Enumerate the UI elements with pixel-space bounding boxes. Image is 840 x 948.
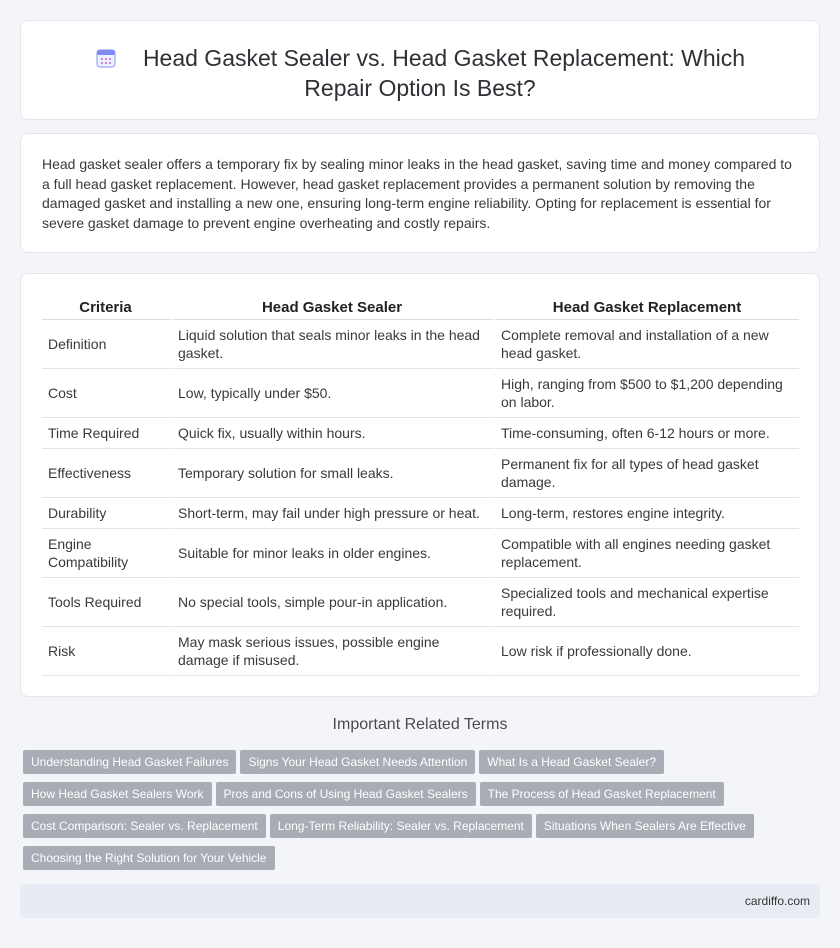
table-row [42, 627, 799, 676]
comparison-card [20, 273, 820, 697]
related-term-tag[interactable]: Choosing the Right Solution for Your Vehicle [23, 846, 275, 870]
sealer-cell: Temporary solution for small leaks. [172, 449, 495, 498]
sealer-cell: Liquid solution that seals minor leaks in the head gasket. [172, 320, 495, 369]
summary-card [20, 133, 820, 253]
table-row [42, 449, 799, 498]
criteria-cell: Engine Compatibility [42, 529, 172, 578]
table-row [42, 498, 799, 529]
header-replacement: Head Gasket Replacement [495, 296, 799, 320]
sealer-cell: Quick fix, usually within hours. [172, 418, 495, 449]
sealer-cell: No special tools, simple pour-in application. [172, 578, 495, 627]
header-sealer: Head Gasket Sealer [172, 296, 495, 320]
title-card [20, 20, 820, 120]
replacement-cell: Permanent fix for all types of head gasket damage. [495, 449, 799, 498]
criteria-cell: Cost [42, 369, 172, 418]
replacement-cell: Time-consuming, often 6-12 hours or more. [495, 418, 799, 449]
related-term-tag[interactable]: How Head Gasket Sealers Work [23, 782, 212, 806]
replacement-cell: Complete removal and installation of a new head gasket. [495, 320, 799, 369]
related-term-tag[interactable]: Signs Your Head Gasket Needs Attention [240, 750, 475, 774]
page-title-text: Head Gasket Sealer vs. Head Gasket Replacement: Which Repair Option Is Best? [142, 45, 746, 101]
page-title [61, 43, 779, 103]
criteria-cell: Effectiveness [42, 449, 172, 498]
sealer-cell: Low, typically under $50. [172, 369, 495, 418]
sealer-cell: May mask serious issues, possible engine damage if misused. [172, 627, 495, 676]
calendar-icon [95, 47, 117, 69]
sealer-cell: Short-term, may fail under high pressure or heat. [172, 498, 495, 529]
site-link[interactable]: cardiffo.com [744, 894, 810, 908]
related-terms-list [23, 750, 823, 878]
replacement-cell: Low risk if professionally done. [495, 627, 799, 676]
summary-paragraph: Head gasket sealer offers a temporary fix by sealing minor leaks in the head gasket, saving time and money compared to a full head gasket replacement. However, head gasket replacement provides a permanent solution by removing the damaged gasket and installing a new one, ensuring long-term engine reliability. Opting for replacement is essential for severe gasket damage to prevent engine overheating and costly repairs. [42, 156, 792, 231]
table-row [42, 529, 799, 578]
related-term-tag[interactable]: Understanding Head Gasket Failures [23, 750, 236, 774]
footer [20, 884, 820, 918]
criteria-cell: Tools Required [42, 578, 172, 627]
replacement-cell: High, ranging from $500 to $1,200 depending on labor. [495, 369, 799, 418]
criteria-cell: Time Required [42, 418, 172, 449]
related-terms-heading: Important Related Terms [332, 716, 508, 733]
criteria-cell: Risk [42, 627, 172, 676]
related-term-tag[interactable]: Cost Comparison: Sealer vs. Replacement [23, 814, 266, 838]
table-row [42, 418, 799, 449]
related-term-tag[interactable]: Long-Term Reliability: Sealer vs. Replacement [270, 814, 532, 838]
header-criteria: Criteria [42, 296, 172, 320]
related-term-tag[interactable]: Pros and Cons of Using Head Gasket Sealers [216, 782, 476, 806]
criteria-cell: Definition [42, 320, 172, 369]
replacement-cell: Compatible with all engines needing gasket replacement. [495, 529, 799, 578]
table-row [42, 578, 799, 627]
table-header-row [42, 296, 799, 320]
replacement-cell: Specialized tools and mechanical expertise required. [495, 578, 799, 627]
related-term-tag[interactable]: The Process of Head Gasket Replacement [480, 782, 724, 806]
related-term-tag[interactable]: Situations When Sealers Are Effective [536, 814, 754, 838]
table-row [42, 369, 799, 418]
criteria-cell: Durability [42, 498, 172, 529]
replacement-cell: Long-term, restores engine integrity. [495, 498, 799, 529]
sealer-cell: Suitable for minor leaks in older engines. [172, 529, 495, 578]
comparison-table [42, 296, 799, 676]
table-row [42, 320, 799, 369]
related-term-tag[interactable]: What Is a Head Gasket Sealer? [479, 750, 664, 774]
